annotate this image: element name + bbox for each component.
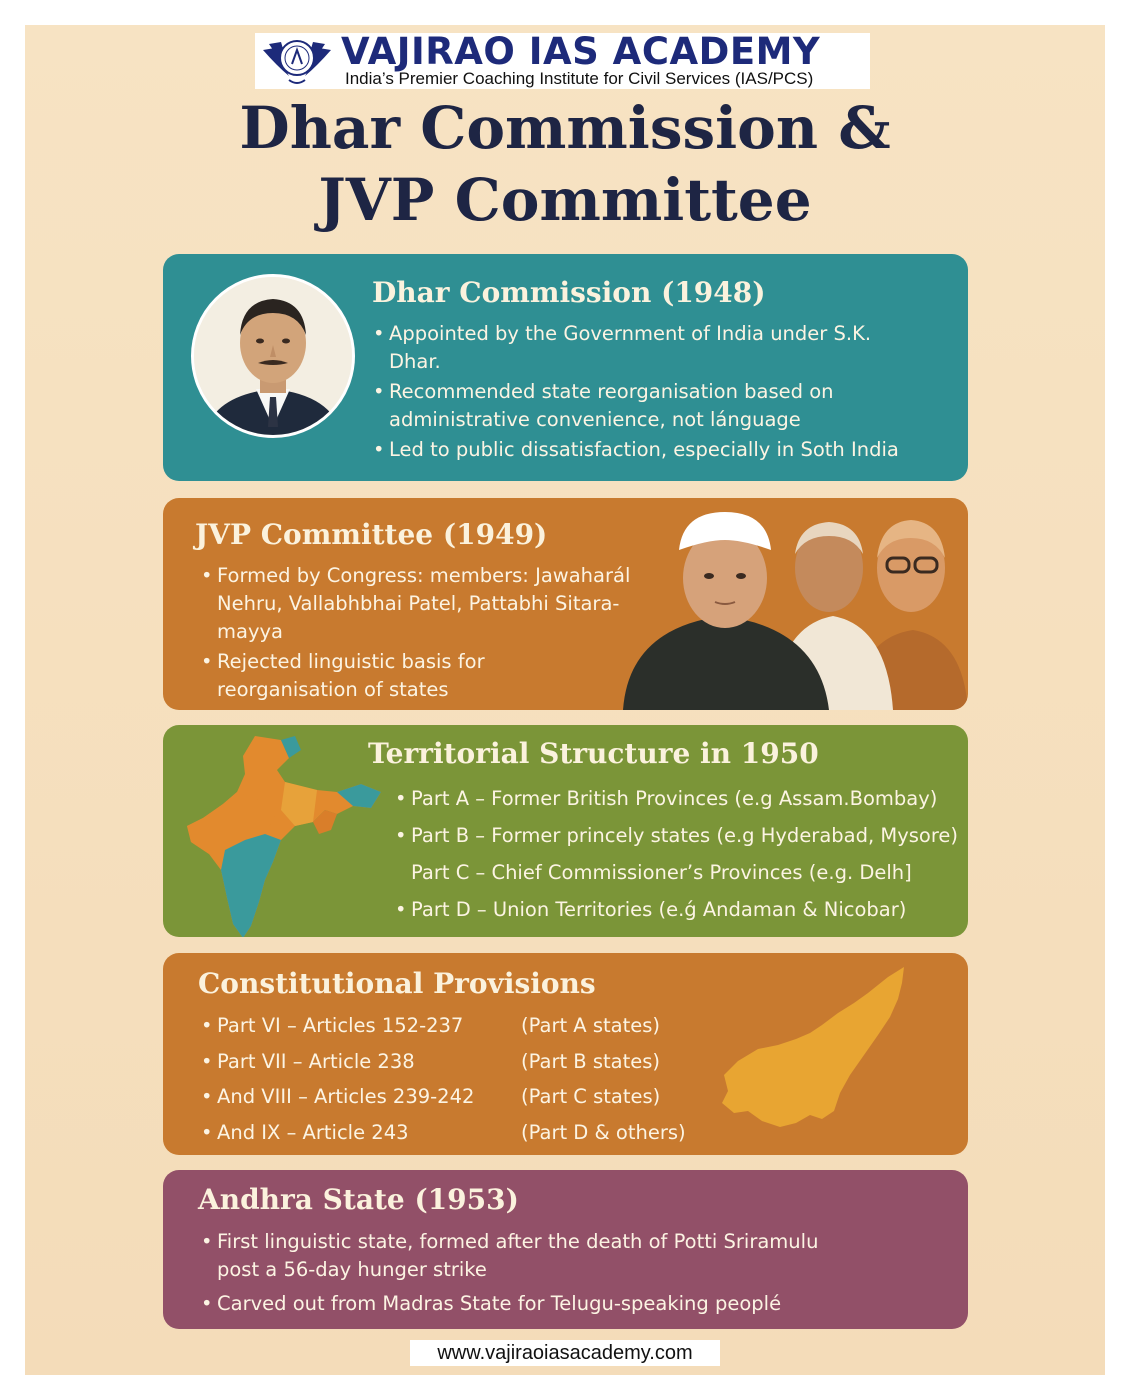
provision-states: (Part A states) (521, 1014, 661, 1037)
jvp-bullet: Nehru, Vallabhbhai Patel, Pattabhi Sitara- (217, 592, 620, 615)
person-portrait-icon (194, 277, 352, 435)
andhra-heading: Andhra State (1953) (198, 1183, 519, 1216)
dhar-heading: Dhar Commission (1948) (372, 276, 766, 309)
provision-article: • Part VII – Article 238 (199, 1048, 415, 1076)
academy-emblem-icon (259, 36, 335, 86)
jvp-committee-card (163, 498, 968, 710)
andhra-state-card (163, 1170, 968, 1329)
provision-article: • And IX – Article 243 (199, 1119, 409, 1147)
andhra-bullet: • First linguistic state, formed after the death of Potti Sriramulu (199, 1228, 818, 1256)
territorial-structure-card (163, 725, 968, 937)
provision-article: • And VIII – Articles 239-242 (199, 1083, 474, 1111)
jvp-bullet: mayya (217, 620, 283, 643)
brand-banner (255, 30, 870, 89)
sk-dhar-portrait (191, 274, 355, 438)
jvp-bullet: • Formed by Congress: members: Jawaharál (199, 562, 630, 590)
jvp-bullet: reorganisation of states (217, 678, 449, 701)
territorial-item: • Part A – Former British Provinces (e.g Assam.Bombay) (393, 781, 958, 816)
provision-states: (Part D & others) (521, 1121, 686, 1144)
jvp-members-portrait (623, 498, 968, 710)
brand-name: VAJIRAO IAS ACADEMY (341, 30, 821, 73)
title-line-2: JVP Committee (318, 166, 812, 234)
jvp-bullet: • Rejected linguistic basis for (199, 648, 630, 676)
constitutional-provisions-card (163, 953, 968, 1155)
andhra-map-icon (718, 963, 908, 1133)
india-map-icon (185, 730, 385, 937)
territorial-item: • Part D – Union Territories (e.ǵ Andaman & Nicobar) (393, 892, 958, 927)
territorial-items (393, 781, 958, 927)
dhar-commission-card (163, 254, 968, 481)
dhar-bullet: • Appointed by the Government of India under S.K. (371, 320, 899, 348)
dhar-bullet: • Led to public dissatisfaction, especially in Soth India (371, 436, 899, 464)
territorial-heading: Territorial Structure in 1950 (368, 737, 819, 770)
website-url: www.vajiraoiasacademy.com (410, 1340, 720, 1366)
provision-states: (Part C states) (521, 1085, 661, 1108)
territorial-item: Part C – Chief Commissioner’s Provinces (e.g. Delh] (411, 861, 912, 884)
title-line-1: Dhar Commission & (239, 94, 891, 162)
andhra-bullet: post a 56-day hunger strike (217, 1258, 487, 1281)
andhra-bullets (199, 1228, 818, 1318)
brand-tagline: India’s Premier Coaching Institute for Civil Services (IAS/PCS) (345, 69, 814, 88)
provision-article: • Part VI – Articles 152-237 (199, 1012, 463, 1040)
jvp-bullets (199, 562, 630, 704)
provision-states: (Part B states) (521, 1050, 661, 1073)
territorial-item: • Part B – Former princely states (e.g Hyderabad, Mysore) (393, 818, 958, 853)
constitutional-heading: Constitutional Provisions (198, 967, 596, 1000)
dhar-bullet: administrative convenience, not lánguage (389, 408, 801, 431)
andhra-bullet: • Carved out from Madras State for Telugu-speaking peoplé (199, 1290, 818, 1318)
dhar-bullets (371, 320, 899, 464)
dhar-bullet: Dhar. (389, 350, 441, 373)
jvp-heading: JVP Committee (1949) (195, 518, 548, 551)
dhar-bullet: • Recommended state reorganisation based on (371, 378, 899, 406)
page-title (0, 92, 1130, 236)
